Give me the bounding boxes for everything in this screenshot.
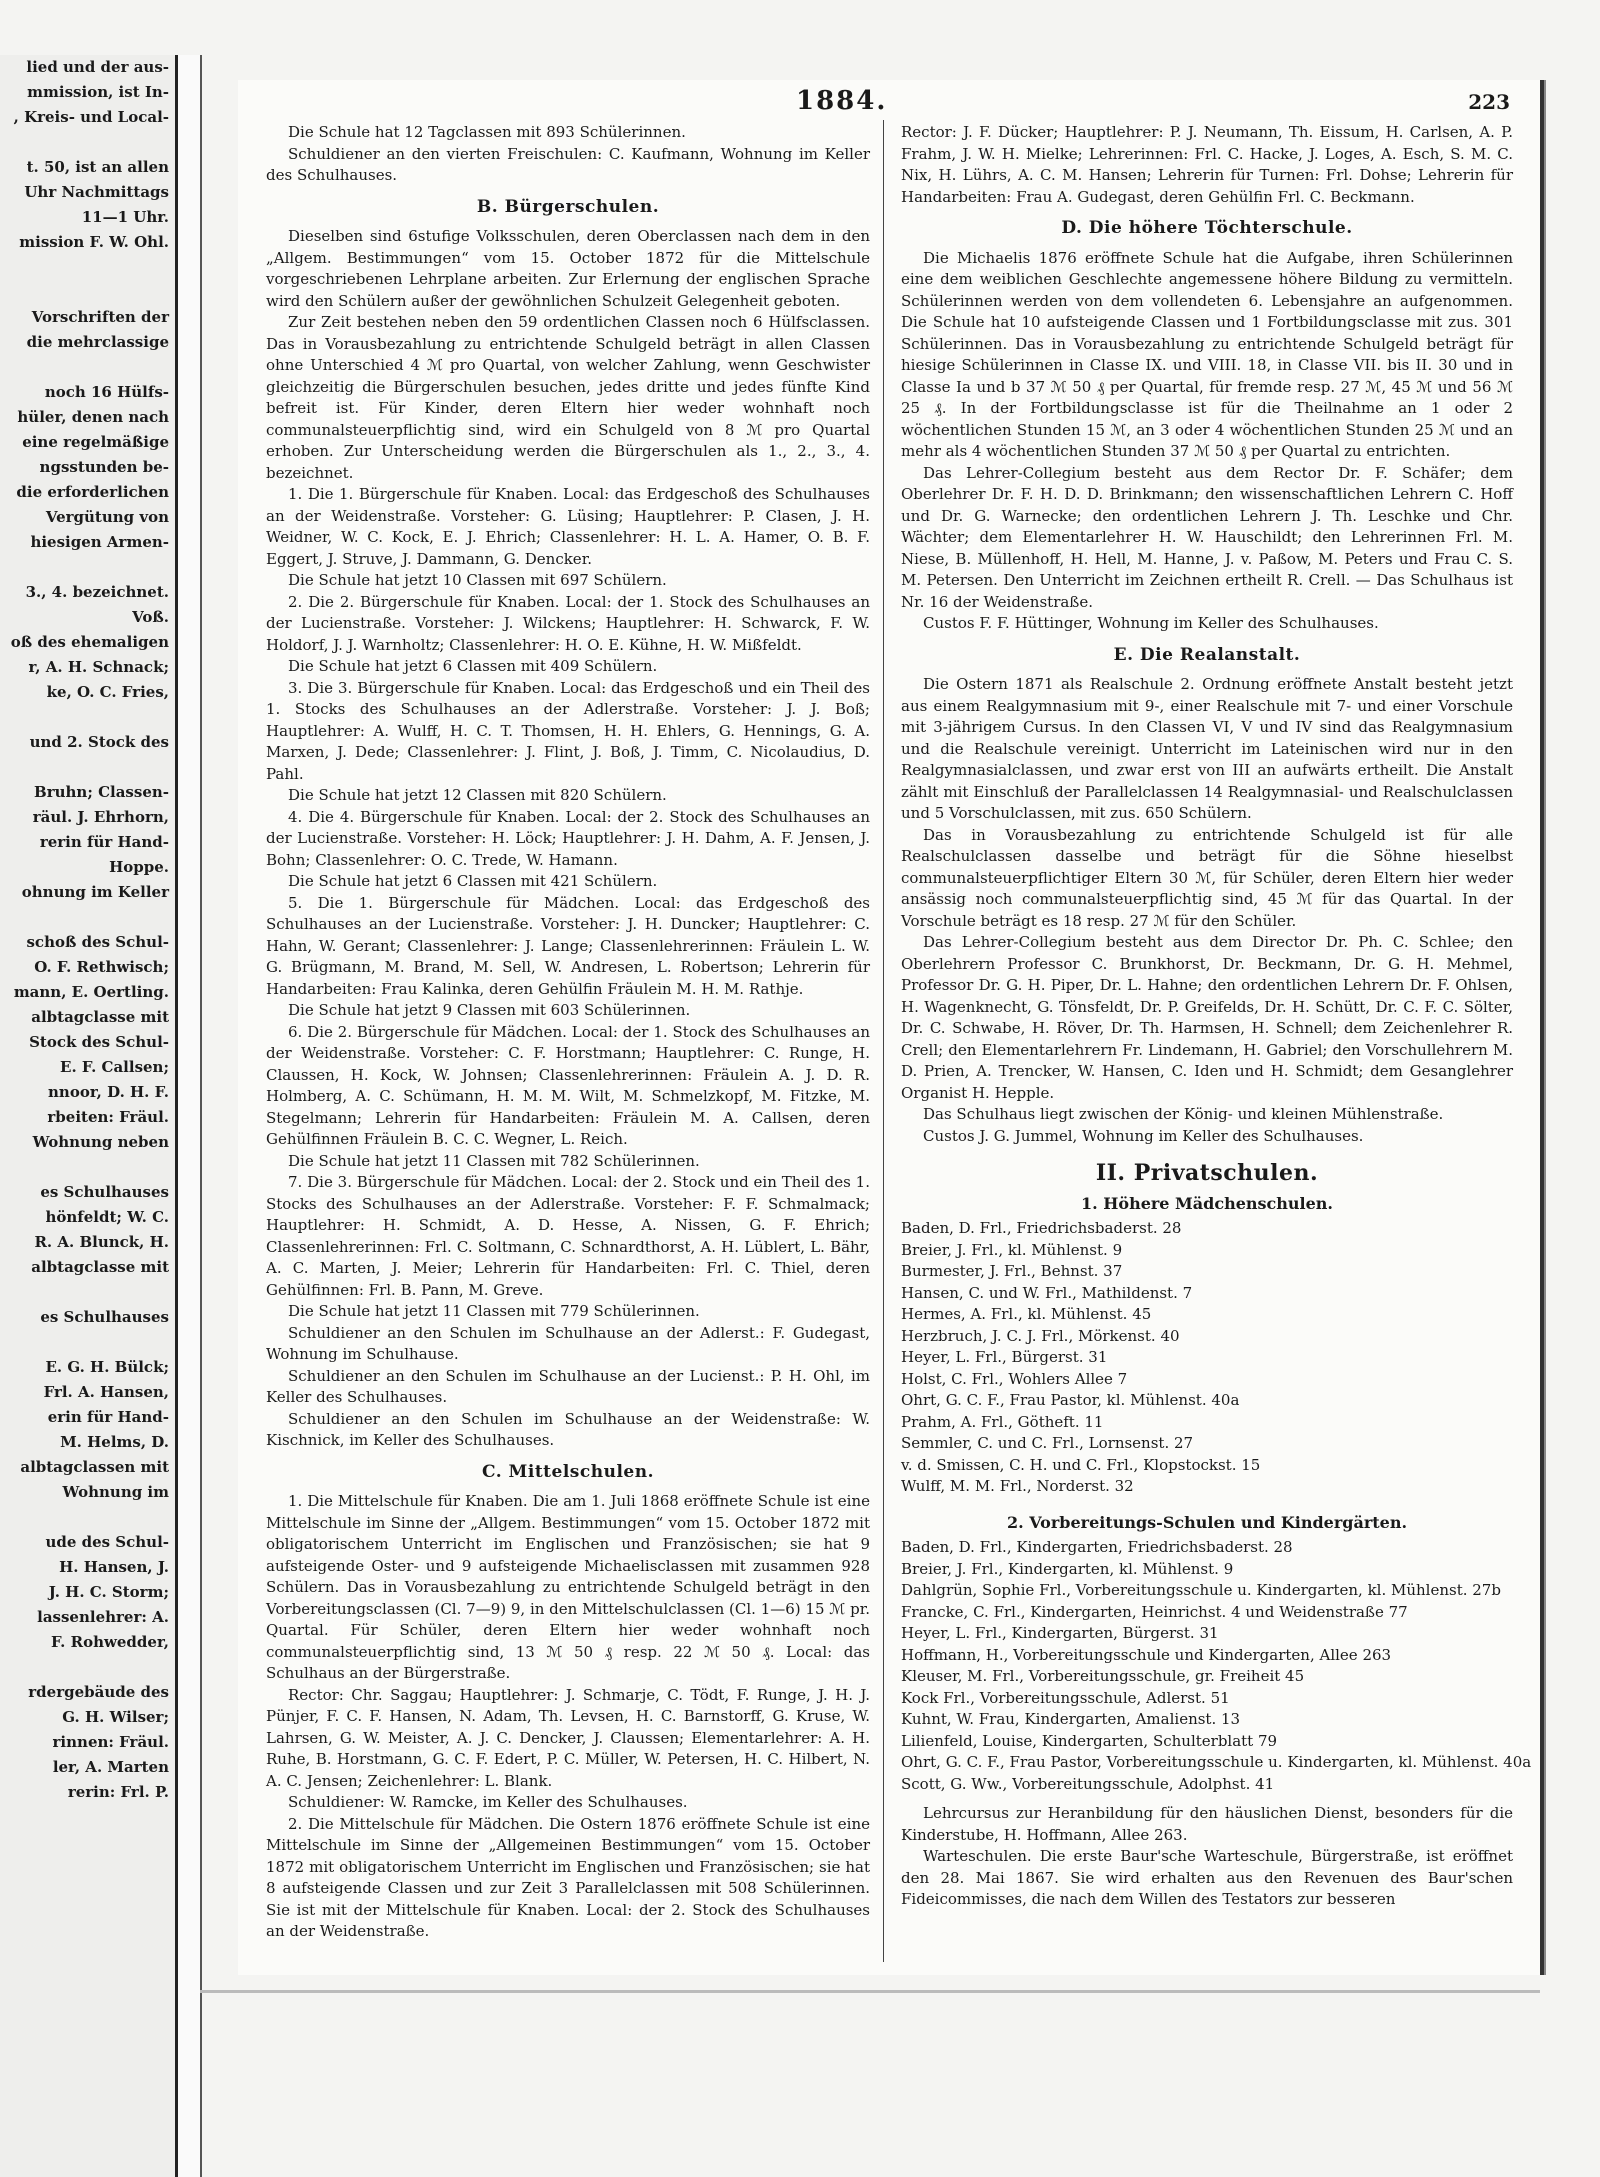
- section-b-paragraph: 5. Die 1. Bürgerschule für Mädchen. Local: das Erdgeschoß des Schulhauses an der Lucienstraße. Vorsteher: J. H. Duncker; Hauptlehrer: C. Hahn, W. Gerant; Classenlehrer: J. Lange; Classenlehrerinnen: Fräulein L. W. G. Brügmann, M. Brand, M. Sell, W. Andresen, L. Robertson; Lehrerin für Handarbeiten: Frau Kalinka, deren Gehülfin Fräulein M. H. M. Rathje.: [266, 893, 870, 998]
- left-page-line: Stock des Schul-: [29, 1033, 169, 1051]
- section-b-paragraph: Die Schule hat jetzt 6 Classen mit 421 Schülern.: [288, 872, 658, 890]
- left-page-line: r, A. H. Schnack;: [28, 658, 169, 676]
- school-entry: Semmler, C. und C. Frl., Lornsenst. 27: [901, 1434, 1194, 1452]
- section-b-paragraph: 2. Die 2. Bürgerschule für Knaben. Local: der 1. Stock des Schulhauses an der Lucienstraße. Vorsteher: J. Wilckens; Hauptlehrer: H. Schwarck, F. W. Holdorf, J. J. Warnholtz; Classenlehrer: H. O. E. Kühne, H. W. Mißfeldt.: [266, 592, 870, 654]
- school-entry: Baden, D. Frl., Friedrichsbaderst. 28: [901, 1219, 1182, 1237]
- left-page-line: mmission, ist In-: [27, 83, 169, 101]
- section-b-paragraph: 3. Die 3. Bürgerschule für Knaben. Local: das Erdgeschoß und ein Theil des 1. Stocks des Schulhauses an der Adlerstraße. Vorsteher: J. J. Boß; Hauptlehrer: A. Wulff, H. C. T. Thomsen, H. H. Ehlers, G. Hennings, G. A. Marxen, J. Dede; Classenlehrer: J. Flint, J. Boß, J. Timm, C. Nicolaudius, D. Pahl.: [266, 678, 870, 783]
- section-d-title: D. Die höhere Töchterschule.: [1061, 218, 1353, 238]
- left-page-line: lassenlehrer: A.: [37, 1608, 169, 1626]
- section-d-paragraph: Das Lehrer-Collegium besteht aus dem Rector Dr. F. Schäfer; dem Oberlehrer Dr. F. H. D. D. Brinkmann; den wissenschaftlichen Lehrern C. Hoff und Dr. G. Warnecke; den ordentlichen Lehrern J. Th. Leschke und Chr. Wächter; dem Elementarlehrer H. W. Hauschildt; den Lehrerinnen Frl. M. Niese, B. Müllenhoff, H. Hell, M. Hanne, J. v. Paßow, M. Peters und Frau C. S. M. Petersen. Den Unterricht im Zeichnen ertheilt R. Crell. — Das Schulhaus ist Nr. 16 der Weidenstraße.: [901, 463, 1513, 611]
- left-page-line: [0, 1655, 175, 1680]
- left-page-line: F. Rohwedder,: [51, 1633, 169, 1651]
- school-entry: Scott, G. Ww., Vorbereitungsschule, Adolphst. 41: [901, 1774, 1275, 1793]
- section-c-paragraph: Schuldiener: W. Ramcke, im Keller des Schulhauses.: [288, 1793, 688, 1811]
- left-page-line: , Kreis- und Local-: [13, 108, 169, 126]
- left-page-line: albtagclassen mit: [20, 1458, 169, 1476]
- left-page-line: lied und der aus-: [26, 58, 169, 76]
- book-page: [238, 80, 1544, 1975]
- section-b-paragraph: Die Schule hat jetzt 6 Classen mit 409 Schülern.: [288, 657, 658, 675]
- left-page-line: 11—1 Uhr.: [81, 208, 169, 226]
- school-entry: Francke, C. Frl., Kindergarten, Heinrichst. 4 und Weidenstraße 77: [901, 1602, 1408, 1621]
- book-gutter: [178, 55, 202, 2177]
- section-d-paragraph: Die Michaelis 1876 eröffnete Schule hat die Aufgabe, ihren Schülerinnen eine dem weiblichen Geschlechte angemessene höhere Bildung zu vermitteln. Schülerinnen werden von dem vollendeten 6. Lebensjahre an aufgenommen. Die Schule hat 10 aufsteigende Classen und 1 Fortbildungsclasse mit zus. 301 Schülerinnen. Das in Vorausbezahlung zu entrichtende Schulgeld beträgt für hiesige Schülerinnen in Classe IX. und VIII. 18, in Classe VII. bis II. 30 und in Classe Ia und b 37 ℳ 50 ₰ per Quartal, für fremde resp. 27 ℳ, 45 ℳ und 56 ℳ 25 ₰. In der Fortbildungsclasse ist für die Theilnahme an 1 oder 2 wöchentlichen Stunden 15 ℳ, an 3 oder 4 wöchentlichen Stunden 25 ℳ und an mehr als 4 wöchentlichen Stunden 37 ℳ 50 ₰ per Quartal zu entrichten.: [901, 248, 1513, 460]
- section-ii-title: II. Privatschulen.: [1095, 1160, 1319, 1186]
- left-page-line: [0, 255, 175, 280]
- left-page-line: R. A. Blunck, H.: [34, 1233, 169, 1251]
- section-d-body: [901, 248, 1513, 635]
- left-page-line: erin für Hand-: [47, 1408, 169, 1426]
- school-entry: Holst, C. Frl., Wohlers Allee 7: [901, 1369, 1128, 1388]
- section-b-title: B. Bürgerschulen.: [476, 196, 660, 217]
- left-page-line: H. Hansen, J.: [59, 1558, 169, 1576]
- intro-paragraph: Schuldiener an den vierten Freischulen: C. Kaufmann, Wohnung im Keller des Schulhauses.: [266, 144, 870, 184]
- left-page-line: ler, A. Marten: [52, 1758, 169, 1776]
- section-b-paragraph: 1. Die 1. Bürgerschule für Knaben. Local: das Erdgeschoß des Schulhauses an der Weidenstraße. Vorsteher: G. Lüsing; Hauptlehrer: P. Clasen, J. H. Weidner, W. C. Kock, E. J. Ehrich; Classenlehrer: H. L. A. Hamer, O. B. F. Eggert, J. Struve, J. Dammann, G. Dencker.: [266, 485, 870, 568]
- section-c-title: C. Mittelschulen.: [481, 1461, 655, 1482]
- section-e-title: E. Die Realanstalt.: [1113, 644, 1301, 665]
- left-page-line: die erforderlichen: [16, 483, 169, 501]
- left-page-line: [0, 1155, 175, 1180]
- left-page-line: Hoppe.: [109, 858, 169, 876]
- section-c-paragraph: Rector: Chr. Saggau; Hauptlehrer: J. Schmarje, C. Tödt, F. Runge, J. H. J. Pünjer, F. C. F. Hansen, N. Adam, Th. Levsen, H. C. Barnstorff, G. Kruse, W. Lahrsen, G. W. Meister, A. J. C. Dencker, J. Claussen; Elementarlehrer: A. H. Ruhe, B. Horstmann, G. C. F. Edert, P. C. Müller, W. Petersen, H. C. Hilbert, N. A. C. Jensen; Zeichenlehrer: L. Blank.: [266, 1685, 870, 1790]
- left-page-line: rbeiten: Fräul.: [47, 1108, 169, 1126]
- left-page-line: [0, 705, 175, 730]
- section-e-paragraph: Das in Vorausbezahlung zu entrichtende Schulgeld ist für alle Realschulclassen dasselbe und beträgt für die Söhne hieselbst communalsteuerpflichtiger Eltern 30 ℳ, für Schüler, deren Eltern hier weder ansässig noch communalsteuerpflichtig sind, 45 ℳ für das Quartal. In der Vorschule beträgt es 18 resp. 27 ℳ für den Schüler.: [901, 825, 1513, 930]
- section-b-paragraph: Die Schule hat jetzt 9 Classen mit 603 Schülerinnen.: [288, 1001, 691, 1019]
- section-b-paragraph: 7. Die 3. Bürgerschule für Mädchen. Local: der 2. Stock und ein Theil des 1. Stocks des Schulhauses an der Adlerstraße. Vorsteher: F. F. Schmalmack; Hauptlehrer: H. Schmidt, A. D. Hesse, A. Nissen, G. F. Ehrich; Classenlehrerinnen: Frl. C. Soltmann, C. Schnardthorst, A. H. Lüblert, L. Bähr, A. C. Marten, J. Meier; Lehrerin für Handarbeiten: Frl. C. Thiel, deren Gehülfinnen: Frl. B. Pann, M. Greve.: [266, 1173, 870, 1299]
- left-page-line: ohnung im Keller: [21, 883, 169, 901]
- left-page-line: mann, E. Oertling.: [13, 983, 169, 1001]
- running-head: [238, 84, 1540, 114]
- section-d-paragraph: Custos F. F. Hüttinger, Wohnung im Keller des Schulhauses.: [923, 614, 1379, 632]
- left-page-line: Uhr Nachmittags: [24, 183, 169, 201]
- left-page-line: rerin: Frl. P.: [67, 1783, 169, 1801]
- left-page-line: [0, 555, 175, 580]
- subsection-2-list: [901, 1537, 1532, 1795]
- right-intro: Rector: J. F. Dücker; Hauptlehrer: P. J. Neumann, Th. Eissum, H. Carlsen, A. P. Frahm, J. W. H. Mielke; Lehrerinnen: Frl. C. Hacke, J. Loges, A. Esch, S. M. C. Nix, H. Lührs, A. C. M. Hansen; Lehrerin für Turnen: Frl. Dohse; Lehrerin für Handarbeiten: Frau A. Gudegast, deren Gehülfin Frl. C. Beckmann.: [901, 123, 1513, 206]
- section-e-body: [901, 674, 1513, 1147]
- school-entry: Ohrt, G. C. F., Frau Pastor, Vorbereitungsschule u. Kindergarten, kl. Mühlenst. 40a: [901, 1753, 1532, 1771]
- left-page-line: [0, 280, 175, 305]
- section-e-paragraph: Das Schulhaus liegt zwischen der König- und kleinen Mühlenstraße.: [923, 1105, 1444, 1123]
- school-entry: Heyer, L. Frl., Bürgerst. 31: [901, 1348, 1108, 1366]
- school-entry: Hermes, A. Frl., kl. Mühlenst. 45: [901, 1305, 1152, 1323]
- left-page-line: hiesigen Armen-: [30, 533, 169, 551]
- left-page-line: O. F. Rethwisch;: [34, 958, 169, 976]
- left-page-line: [0, 1505, 175, 1530]
- school-entry: Baden, D. Frl., Kindergarten, Friedrichsbaderst. 28: [901, 1538, 1293, 1556]
- section-b-paragraph: Schuldiener an den Schulen im Schulhause an der Adlerst.: F. Gudegast, Wohnung im Schulhause.: [266, 1323, 870, 1363]
- section-b-paragraph: Die Schule hat jetzt 11 Classen mit 779 Schülerinnen.: [288, 1302, 700, 1320]
- section-e-paragraph: Die Ostern 1871 als Realschule 2. Ordnung eröffnete Anstalt besteht jetzt aus einem Realgymnasium mit 9-, einer Realschule mit 7- und einer Vorschule mit 3-jährigem Cursus. In den Classen VI, V und IV sind das Realgymnasium und die Realschule vereinigt. Unterricht im Lateinischen wird nur in den Realgymnasialclassen, und zwar erst von III an aufwärts ertheilt. Die Anstalt zählt mit Einschluß der Parallelclassen 14 Realgymnasial- und Realschulclassen und 5 Vorschulclassen, mit zus. 650 Schülern.: [901, 675, 1513, 822]
- left-page-line: [0, 355, 175, 380]
- left-page-line: rinnen: Fräul.: [52, 1733, 169, 1751]
- school-entry: v. d. Smissen, C. H. und C. Frl., Klopstockst. 15: [901, 1455, 1261, 1474]
- left-page-line: räul. J. Ehrhorn,: [32, 808, 169, 826]
- section-b-paragraph: Schuldiener an den Schulen im Schulhause an der Lucienst.: P. H. Ohl, im Keller des Schulhauses.: [266, 1366, 870, 1406]
- closing-block: [901, 1803, 1513, 1911]
- left-page-line: nnoor, D. H. F.: [48, 1083, 169, 1101]
- school-entry: Hoffmann, H., Vorbereitungsschule und Kindergarten, Allee 263: [901, 1645, 1392, 1664]
- left-page-line: J. H. C. Storm;: [48, 1583, 169, 1601]
- right-column: [901, 122, 1532, 1911]
- section-b-paragraph: Die Schule hat jetzt 11 Classen mit 782 Schülerinnen.: [288, 1151, 700, 1170]
- running-head-year: 1884.: [796, 86, 888, 116]
- left-page-line: Vorschriften der: [31, 308, 169, 326]
- school-entry: Kuhnt, W. Frau, Kindergarten, Amalienst. 13: [901, 1710, 1241, 1728]
- school-entry: Ohrt, G. C. F., Frau Pastor, kl. Mühlenst. 40a: [901, 1391, 1240, 1409]
- school-entry: Kock Frl., Vorbereitungsschule, Adlerst. 51: [901, 1688, 1230, 1707]
- section-c-paragraph: 2. Die Mittelschule für Mädchen. Die Ostern 1876 eröffnete Schule ist eine Mittelschule im Sinne der „Allgemeinen Bestimmungen“ vom 15. October 1872 mit obligatorischem Unterricht im Englischen und Französischen; sie hat 8 aufsteigende Classen und zur Zeit 3 Parallelclassen mit 508 Schülerinnen. Sie ist mit der Mittelschule für Knaben. Local: der 2. Stock des Schulhauses an der Weidenstraße.: [266, 1814, 870, 1940]
- left-page-line: rerin für Hand-: [39, 833, 169, 851]
- left-page-line: G. H. Wilser;: [62, 1708, 169, 1726]
- subsection-1-list: [901, 1218, 1513, 1498]
- left-page-line: [0, 1280, 175, 1305]
- section-b-paragraph: Zur Zeit bestehen neben den 59 ordentlichen Classen noch 6 Hülfsclassen. Das in Vorausbezahlung zu entrichtende Schulgeld beträgt in allen Classen ohne Unterschied 4 ℳ pro Quartal, von welcher Zahlung, wenn Geschwister gleichzeitig die Bürgerschulen besuchen, jedes dritte und jedes fünfte Kind befreit ist. Für Kinder, deren Eltern hier weder wohnhaft noch communalsteuerpflichtig sind, wird ein Schulgeld von 8 ℳ pro Quartal erhoben. Zur Unterscheidung werden die Bürgerschulen als 1., 2., 3., 4. bezeichnet.: [266, 313, 870, 482]
- closing-paragraph: Warteschulen. Die erste Baur'sche Warteschule, Bürgerstraße, ist eröffnet den 28. Mai 1867. Sie wird erhalten aus den Revenuen des Baur'schen Fideicommisses, die nach dem Willen des Testators zur besseren: [901, 1847, 1513, 1908]
- left-page-line: [0, 755, 175, 780]
- left-page-line: Wohnung im: [62, 1483, 169, 1501]
- left-page-line: noch 16 Hülfs-: [44, 383, 169, 401]
- page-number: 223: [1468, 90, 1510, 114]
- left-page-line: M. Helms, D.: [60, 1433, 169, 1451]
- school-entry: Breier, J. Frl., Kindergarten, kl. Mühlenst. 9: [901, 1559, 1234, 1578]
- left-page-line: hönfeldt; W. C.: [45, 1208, 169, 1226]
- left-page-line: eine regelmäßige: [22, 433, 169, 451]
- left-page-line: Wohnung neben: [32, 1133, 169, 1151]
- school-entry: Wulff, M. M. Frl., Norderst. 32: [901, 1477, 1134, 1495]
- left-page-line: E. G. H. Bülck;: [45, 1358, 169, 1376]
- left-page-line: Vergütung von: [45, 508, 169, 526]
- left-page-line: [0, 905, 175, 930]
- section-e-paragraph: Custos J. G. Jummel, Wohnung im Keller des Schulhauses.: [923, 1126, 1364, 1145]
- left-page-fragment: [0, 55, 178, 2177]
- left-page-line: hüler, denen nach: [17, 408, 169, 426]
- section-b-paragraph: 6. Die 2. Bürgerschule für Mädchen. Local: der 1. Stock des Schulhauses an der Weidenstraße. Vorsteher: C. F. Horstmann; Hauptlehrer: C. Runge, H. Claussen, H. Kock, W. Johnsen; Classenlehrerinnen: Fräulein A. J. D. R. Holmberg, A. C. Schümann, H. M. M. Wilt, M. Schmelzkopf, M. Fitzke, M. Stegelmann; Lehrerin für Handarbeiten: Fräulein M. A. Callsen, deren Gehülfinnen Fräulein B. C. C. Wegner, L. Reich.: [266, 1022, 870, 1148]
- intro-paragraph: Die Schule hat 12 Tagclassen mit 893 Schülerinnen.: [288, 123, 686, 141]
- left-page-line: [0, 1330, 175, 1355]
- section-b-paragraph: Schuldiener an den Schulen im Schulhause an der Weidenstraße: W. Kischnick, im Keller des Schulhauses.: [266, 1409, 870, 1449]
- school-entry: Burmester, J. Frl., Behnst. 37: [901, 1262, 1123, 1280]
- left-page-line: E. F. Callsen;: [60, 1058, 169, 1076]
- school-entry: Heyer, L. Frl., Kindergarten, Bürgerst. 31: [901, 1624, 1219, 1642]
- left-page-line: t. 50, ist an allen: [26, 158, 169, 176]
- school-entry: Dahlgrün, Sophie Frl., Vorbereitungsschule u. Kindergarten, kl. Mühlenst. 27b: [901, 1581, 1501, 1599]
- left-page-line: [0, 130, 175, 155]
- left-page-line: ude des Schul-: [45, 1533, 169, 1551]
- left-page-line: schoß des Schul-: [26, 933, 169, 951]
- section-b-paragraph: Die Schule hat jetzt 12 Classen mit 820 Schülern.: [288, 786, 667, 804]
- school-entry: Kleuser, M. Frl., Vorbereitungsschule, gr. Freiheit 45: [901, 1667, 1305, 1685]
- left-page-line: ngsstunden be-: [39, 458, 169, 476]
- school-entry: Hansen, C. und W. Frl., Mathildenst. 7: [901, 1283, 1193, 1302]
- left-page-line: und 2. Stock des: [29, 733, 169, 751]
- left-column: [266, 122, 870, 1943]
- left-page-line: ke, O. C. Fries,: [46, 683, 169, 701]
- left-page-line: albtagclasse mit: [31, 1258, 169, 1276]
- left-page-line: Frl. A. Hansen,: [43, 1383, 169, 1401]
- left-page-line: rdergebäude des: [28, 1683, 169, 1701]
- column-divider: [883, 120, 884, 1962]
- intro-block: [266, 122, 870, 187]
- left-page-line: die mehrclassige: [26, 333, 169, 351]
- page-bottom-edge: [200, 1990, 1540, 1993]
- section-b-paragraph: Dieselben sind 6stufige Volksschulen, deren Oberclassen nach dem in den „Allgem. Bestimmungen“ vom 15. October 1872 für die Mittelschule vorgeschriebenen Lehrplane arbeiten. Zur Erlernung der englischen Sprache wird den Schülern außer der gewöhnlichen Schulzeit Gelegenheit geboten.: [266, 227, 870, 310]
- closing-paragraph: Lehrcursus zur Heranbildung für den häuslichen Dienst, besonders für die Kinderstube, H. Hoffmann, Allee 263.: [901, 1804, 1513, 1844]
- section-c-body: [266, 1491, 870, 1943]
- left-page-line: mission F. W. Ohl.: [19, 233, 169, 251]
- subsection-2-title: 2. Vorbereitungs-Schulen und Kindergärten.: [1006, 1512, 1408, 1532]
- section-b-body: [266, 226, 870, 1452]
- left-page-line: Bruhn; Classen-: [34, 783, 169, 801]
- subsection-1-title: 1. Höhere Mädchenschulen.: [1081, 1193, 1333, 1213]
- school-entry: Prahm, A. Frl., Götheft. 11: [901, 1412, 1104, 1431]
- left-page-line: oß des ehemaligen: [10, 633, 169, 651]
- school-entry: Herzbruch, J. C. J. Frl., Mörkenst. 40: [901, 1326, 1180, 1345]
- section-b-paragraph: Die Schule hat jetzt 10 Classen mit 697 Schülern.: [288, 571, 667, 589]
- school-entry: Lilienfeld, Louise, Kindergarten, Schulterblatt 79: [901, 1731, 1278, 1750]
- school-entry: Breier, J. Frl., kl. Mühlenst. 9: [901, 1240, 1123, 1259]
- section-e-paragraph: Das Lehrer-Collegium besteht aus dem Director Dr. Ph. C. Schlee; den Oberlehrern Professor C. Brunkhorst, Dr. Beckmann, Dr. G. H. Mehmel, Professor Dr. G. H. Piper, Dr. L. Hahne; den ordentlichen Lehrern Dr. F. Ohlsen, H. Wagenknecht, G. Tönsfeldt, Dr. P. Greifelds, Dr. H. Schütt, Dr. C. F. C. Sölter, Dr. C. Schwabe, H. Röver, Dr. Th. Harmsen, H. Schnell; dem Zeichenlehrer R. Crell; den Elementarlehrern Fr. Lindemann, H. Gabriel; den Vorschullehrern M. D. Prien, A. Trencker, W. Hansen, C. Iden und H. Schmidt; dem Gesanglehrer Organist H. Hepple.: [901, 933, 1513, 1102]
- left-page-line: es Schulhauses: [40, 1308, 169, 1326]
- section-c-paragraph: 1. Die Mittelschule für Knaben. Die am 1. Juli 1868 eröffnete Schule ist eine Mittelschule im Sinne der „Allgem. Bestimmungen“ vom 15. October 1872 mit obligatorischem Unterricht im Englischen und Französischen; sie hat 9 aufsteigende Oster- und 9 aufsteigende Michaelisclassen mit zusammen 928 Schülern. Das in Vorausbezahlung zu entrichtende Schulgeld beträgt in den Vorbereitungsclassen (Cl. 7—9) 9, in den Mittelschulclassen (Cl. 1—6) 15 ℳ pr. Quartal. Für Schüler, deren Eltern hier weder wohnhaft noch communalsteuerpflichtig sind, 13 ℳ 50 ₰ resp. 22 ℳ 50 ₰. Local: das Schulhaus an der Bürgerstraße.: [266, 1492, 870, 1682]
- left-page-line: Voß.: [132, 608, 169, 626]
- left-page-line: albtagclasse mit: [31, 1008, 169, 1026]
- section-b-paragraph: 4. Die 4. Bürgerschule für Knaben. Local: der 2. Stock des Schulhauses an der Lucienstraße. Vorsteher: H. Löck; Hauptlehrer: J. H. Dahm, A. F. Jensen, J. Bohn; Classenlehrer: O. C. Trede, W. Hamann.: [266, 807, 870, 869]
- left-page-line: es Schulhauses: [40, 1183, 169, 1201]
- left-page-line: 3., 4. bezeichnet.: [25, 583, 169, 601]
